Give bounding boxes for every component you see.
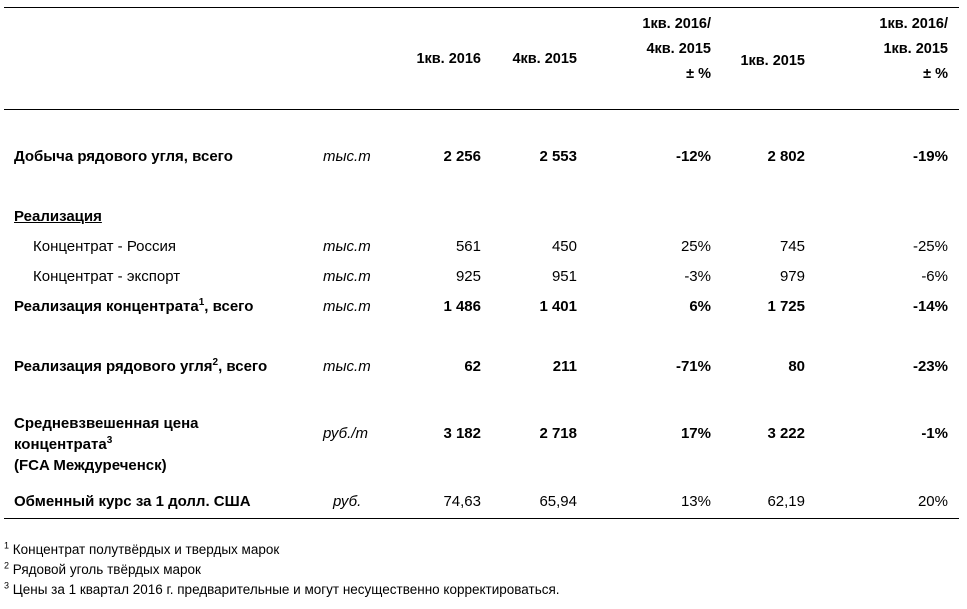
cell-q1-2015: 62,19: [767, 493, 805, 510]
cell-q1-2016: 2 256: [443, 148, 481, 165]
header-change-q: [642, 12, 711, 87]
row-label: Концентрат - экспорт: [33, 268, 181, 285]
cell-change-q: -12%: [675, 148, 711, 165]
cell-q1-2015: 1 725: [767, 298, 805, 315]
row-label: [14, 413, 199, 476]
cell-q4-2015: 951: [551, 268, 577, 285]
row-label-line3: (FCA Междуреченск): [14, 457, 167, 474]
row-label-line2: [14, 434, 199, 455]
cell-change-q: -3%: [684, 268, 711, 285]
cell-change-y: -6%: [921, 268, 948, 285]
row-unit: тыс.т: [323, 298, 371, 315]
section-heading-sales: Реализация: [14, 208, 102, 225]
cell-q4-2015: 211: [552, 358, 577, 375]
row-label-text: Реализация концентрата: [14, 298, 199, 315]
header-q1-2016: 1кв. 2016: [416, 51, 481, 67]
header-change-y: [879, 12, 948, 87]
footnote-ref-2: 2: [212, 357, 219, 368]
cell-q4-2015: 2 718: [539, 425, 577, 442]
cell-q4-2015: 2 553: [539, 148, 577, 165]
row-unit: тыс.т: [323, 148, 371, 165]
footnote-text: Цены за 1 квартал 2016 г. предварительные и могут несущественно корректироваться.: [9, 582, 560, 597]
cell-q1-2015: 3 222: [767, 425, 805, 442]
row-unit: руб./т: [323, 425, 368, 442]
footnote-text: Концентрат полутвёрдых и твердых марок: [9, 542, 280, 557]
footnote-2: [4, 560, 201, 579]
footnote-1: [4, 540, 279, 559]
cell-q1-2016: 62: [464, 358, 481, 375]
row-label: [14, 297, 253, 317]
cell-q1-2015: 979: [779, 268, 805, 285]
cell-q4-2015: 65,94: [539, 493, 577, 510]
header-bottom-border: [4, 109, 959, 110]
row-label: Обменный курс за 1 долл. США: [14, 493, 251, 510]
cell-q1-2016: 3 182: [443, 425, 481, 442]
cell-change-y: -19%: [912, 148, 948, 165]
header-change-q-line3: ± %: [686, 66, 711, 82]
cell-change-q: 6%: [689, 298, 711, 315]
cell-change-y: 20%: [917, 493, 948, 510]
header-change-y-line3: ± %: [923, 66, 948, 82]
cell-q1-2015: 745: [779, 238, 805, 255]
row-label-line1: Средневзвешенная цена: [14, 415, 199, 432]
row-label-suffix: , всего: [204, 298, 254, 315]
footnote-mark: 3: [4, 580, 10, 591]
cell-q1-2015: 80: [788, 358, 805, 375]
cell-change-q: 25%: [680, 238, 711, 255]
header-change-q-line1: 1кв. 2016/: [642, 16, 711, 32]
cell-q1-2016: 925: [455, 268, 481, 285]
footnote-ref-1: 1: [198, 297, 205, 308]
header-change-q-line2: 4кв. 2015: [646, 41, 711, 57]
row-unit: руб.: [333, 493, 362, 510]
row-label: Концентрат - Россия: [33, 238, 177, 255]
row-label-suffix: , всего: [218, 358, 268, 375]
cell-change-y: -1%: [921, 425, 948, 442]
table-bottom-border: [4, 518, 959, 519]
row-label-text: Реализация рядового угля: [14, 358, 213, 375]
cell-q4-2015: 450: [551, 238, 577, 255]
row-label: Добыча рядового угля, всего: [14, 148, 233, 165]
row-unit: тыс.т: [323, 358, 371, 375]
header-q1-2015: 1кв. 2015: [740, 53, 805, 69]
cell-change-q: -71%: [675, 358, 711, 375]
footnote-text: Рядовой уголь твёрдых марок: [9, 562, 201, 577]
footnote-ref-3: 3: [106, 435, 113, 446]
cell-change-q: 17%: [680, 425, 711, 442]
cell-change-y: -14%: [912, 298, 948, 315]
cell-q1-2015: 2 802: [767, 148, 805, 165]
row-label-line2-text: концентрата: [14, 436, 107, 453]
header-q4-2015: 4кв. 2015: [512, 51, 577, 67]
row-unit: тыс.т: [323, 268, 371, 285]
table-top-border: [4, 7, 959, 8]
cell-change-q: 13%: [680, 493, 711, 510]
footnote-3: [4, 580, 560, 599]
cell-q1-2016: 1 486: [443, 298, 481, 315]
footnote-mark: 2: [4, 560, 10, 571]
cell-q1-2016: 74,63: [443, 493, 481, 510]
cell-change-y: -25%: [912, 238, 948, 255]
row-unit: тыс.т: [323, 238, 371, 255]
cell-q1-2016: 561: [455, 238, 481, 255]
header-change-y-line1: 1кв. 2016/: [879, 16, 948, 32]
cell-change-y: -23%: [912, 358, 948, 375]
footnote-mark: 1: [4, 540, 10, 551]
cell-q4-2015: 1 401: [539, 298, 577, 315]
row-label: [14, 357, 267, 377]
header-change-y-line2: 1кв. 2015: [883, 41, 948, 57]
